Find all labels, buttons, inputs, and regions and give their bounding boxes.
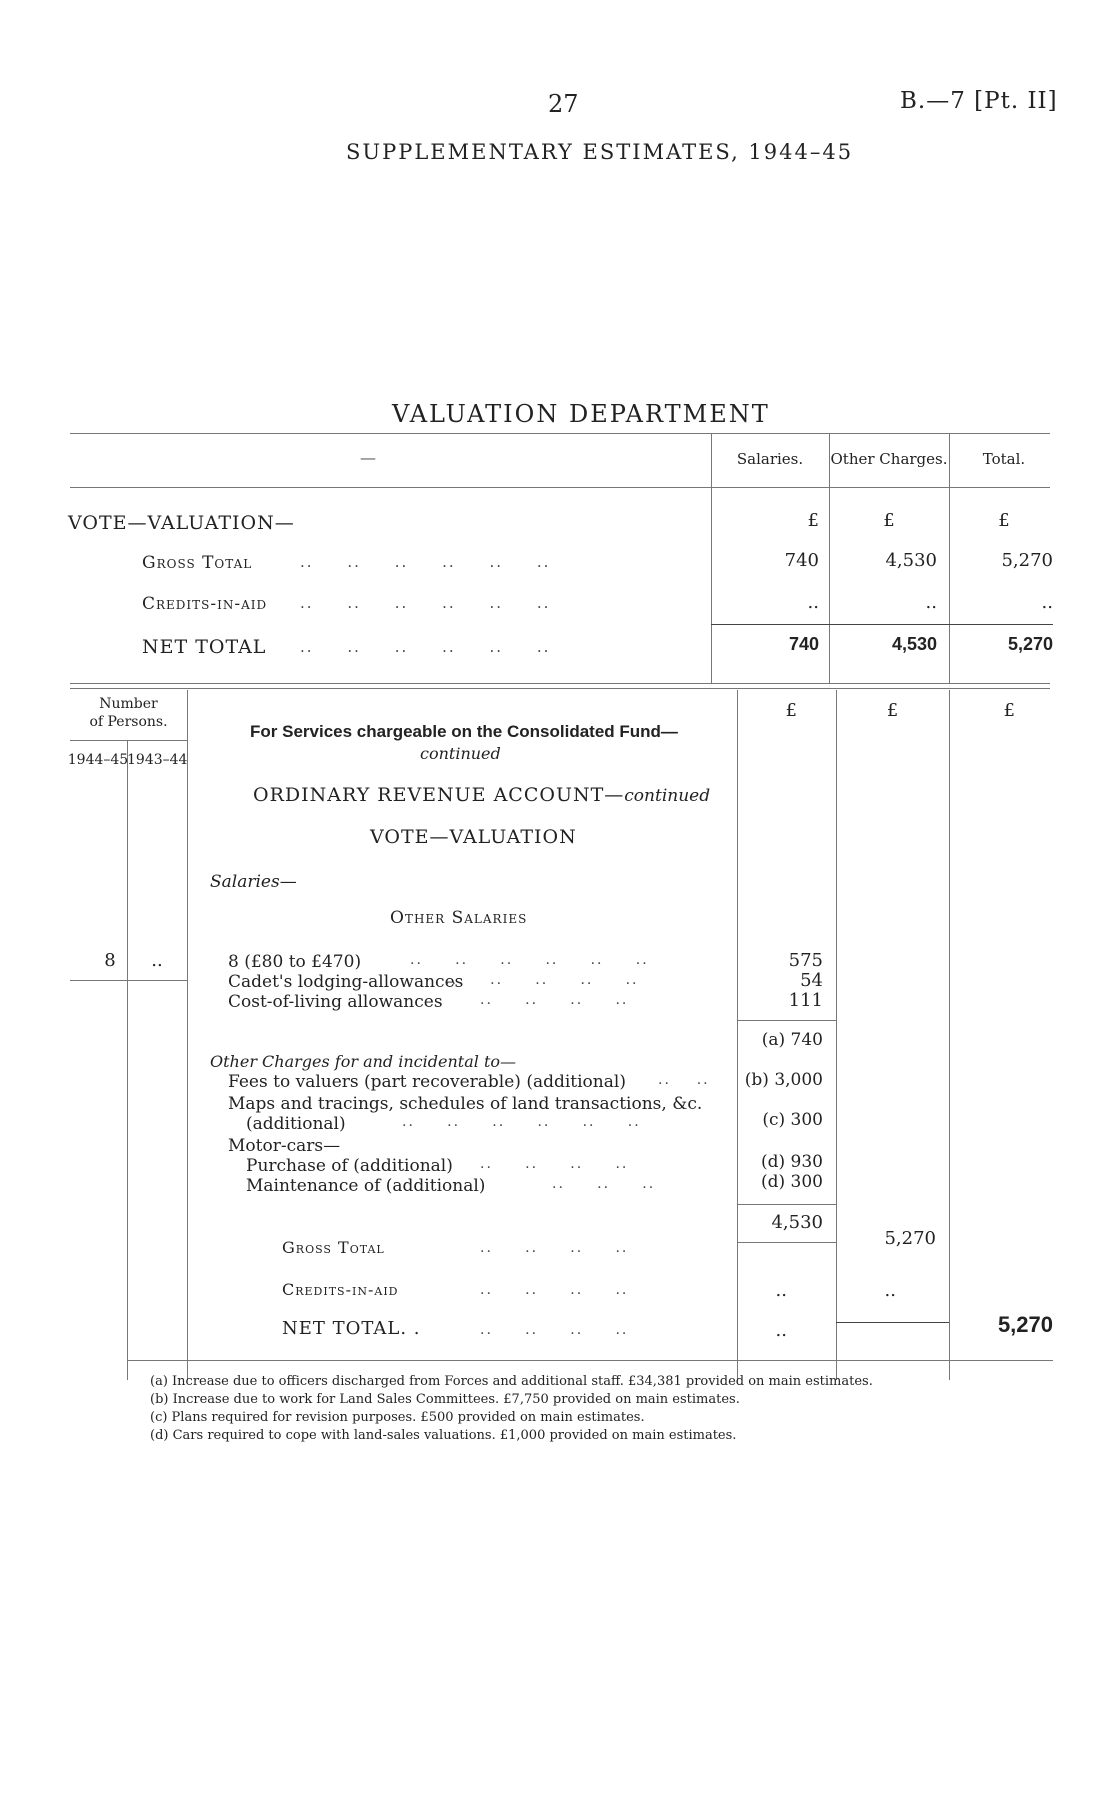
persons-1944-value: 8 (104, 950, 116, 971)
summary-currency-other: £ (883, 510, 895, 531)
summary-blank-header: — (360, 448, 376, 467)
summary-cell: .. (807, 592, 819, 613)
other-item-label: Purchase of (additional) (246, 1156, 453, 1176)
persons-year-1943: 1943–44 (127, 752, 188, 768)
other-item-amount: (b) 3,000 (744, 1070, 823, 1090)
persons-divider-1 (127, 740, 128, 1380)
detail-top-rule (70, 688, 1050, 689)
salary-item-amount: 111 (788, 990, 823, 1011)
summary-cell: 5,270 (1001, 550, 1053, 571)
leader-dots: .. .. .. .. .. .. (300, 638, 551, 656)
summary-net-rule (711, 624, 1053, 625)
detail-divider-3 (949, 690, 950, 1380)
footnote: (c) Plans required for revision purposes. £500 provided on main estimates. (150, 1410, 645, 1425)
salary-item-label: Cadet's lodging-allowances (228, 972, 464, 992)
other-subtotal-rule-bottom (737, 1242, 836, 1243)
salary-item-amount: 54 (800, 970, 823, 991)
leader-dots: .. .. .. .. (480, 1282, 629, 1298)
other-charges-heading: Other Charges for and incidental to— (210, 1052, 517, 1071)
column-header-total: Total. (982, 450, 1026, 468)
leader-dots: .. .. .. .. .. .. (300, 594, 551, 612)
net-total-salaries-value: .. (775, 1320, 787, 1341)
summary-row-label: Gross Total (142, 553, 253, 573)
column-header-other-charges: Other Charges. (830, 450, 948, 468)
other-subtotal-rule-top (737, 1204, 836, 1205)
summary-currency-total: £ (998, 510, 1010, 531)
other-item-amount: (c) 300 (762, 1110, 823, 1130)
summary-cell: 740 (784, 550, 819, 571)
detail-bottom-rule (127, 1360, 1053, 1361)
persons-header-rule (70, 740, 187, 741)
credits-label: Credits-in-aid (282, 1280, 399, 1299)
other-item-label: Maintenance of (additional) (246, 1176, 486, 1196)
other-salaries-heading: Other Salaries (390, 908, 528, 928)
persons-divider-2 (187, 690, 188, 1380)
persons-header-line1: Number (99, 696, 158, 712)
department-heading: VALUATION DEPARTMENT (392, 400, 770, 428)
other-item-label: Fees to valuers (part recoverable) (additional) (228, 1072, 626, 1092)
other-item-amount: (d) 930 (761, 1152, 823, 1172)
salaries-subtotal-rule (737, 1020, 836, 1021)
fund-continued: continued (420, 744, 501, 763)
account-heading-text: ORDINARY REVENUE ACCOUNT— (253, 784, 625, 806)
leader-dots: .. .. .. .. .. .. (300, 553, 551, 571)
gross-total-label: Gross Total (282, 1238, 385, 1257)
summary-row-label: Credits-in-aid (142, 594, 268, 614)
leader-dots: .. .. .. .. (480, 1156, 629, 1172)
summary-top-rule (70, 433, 1050, 434)
summary-header-rule (70, 487, 1050, 488)
other-item-label: Maps and tracings, schedules of land transactions, &c. (228, 1094, 703, 1114)
page-number: 27 (548, 90, 579, 118)
footnote: (d) Cars required to cope with land-sales valuations. £1,000 provided on main estimates. (150, 1428, 737, 1443)
salary-item-amount: 575 (788, 950, 823, 971)
leader-dots: .. .. .. (552, 1176, 656, 1192)
column-header-salaries: Salaries. (736, 450, 804, 468)
summary-currency-salaries: £ (807, 510, 819, 531)
persons-header-line2: of Persons. (89, 714, 168, 730)
leader-dots: .. .. .. .. .. (445, 972, 639, 988)
salaries-heading: Salaries— (210, 872, 297, 892)
summary-cell: .. (1041, 592, 1053, 613)
footnote: (b) Increase due to work for Land Sales Committees. £7,750 provided on main estimates. (150, 1392, 740, 1407)
detail-divider-2 (836, 690, 837, 1380)
summary-bottom-rule (70, 683, 1050, 684)
net-total-value: 5,270 (997, 1312, 1053, 1337)
leader-dots: .. .. .. .. .. .. (410, 952, 649, 968)
persons-row-rule (70, 980, 187, 981)
leader-dots: .. .. .. .. (480, 1322, 629, 1338)
credits-other-value: .. (884, 1280, 896, 1301)
summary-vote-label: VOTE—VALUATION— (68, 512, 295, 534)
credits-salaries-value: .. (775, 1280, 787, 1301)
footnote: (a) Increase due to officers discharged from Forces and additional staff. £34,381 provided on main estimates. (150, 1374, 873, 1389)
account-continued: continued (624, 786, 711, 806)
gross-total-value: 5,270 (884, 1228, 936, 1249)
account-heading (253, 784, 710, 806)
persons-year-1944: 1944–45 (67, 752, 129, 768)
leader-dots: .. .. .. .. .. .. (402, 1114, 641, 1130)
vote-heading: VOTE—VALUATION (370, 826, 577, 848)
leader-dots: .. .. .. .. (480, 1240, 629, 1256)
document-reference: B.—7 [Pt. II] (900, 88, 1058, 114)
persons-1943-value: .. (151, 950, 163, 971)
leader-dots: .. .. (658, 1072, 710, 1088)
detail-currency-salaries: £ (785, 700, 797, 721)
other-subtotal: 4,530 (771, 1212, 823, 1233)
summary-cell: 4,530 (891, 634, 937, 654)
other-item-label: Motor-cars— (228, 1136, 341, 1156)
leader-dots: .. .. .. .. (480, 992, 629, 1008)
other-item-amount: (d) 300 (761, 1172, 823, 1192)
net-total-rule (836, 1322, 949, 1323)
summary-cell: .. (925, 592, 937, 613)
salaries-subtotal: (a) 740 (761, 1030, 823, 1050)
summary-row-label: NET TOTAL (142, 636, 267, 658)
other-item-label-continued: (additional) (246, 1114, 346, 1134)
detail-currency-other: £ (886, 700, 899, 721)
net-total-label: NET TOTAL. . (282, 1318, 421, 1339)
summary-cell: 5,270 (1007, 634, 1053, 654)
salary-item-label: 8 (£80 to £470) (228, 952, 362, 972)
summary-cell: 740 (788, 634, 819, 654)
detail-currency-total: £ (1003, 700, 1015, 721)
summary-cell: 4,530 (885, 550, 937, 571)
page-title: SUPPLEMENTARY ESTIMATES, 1944–45 (346, 140, 854, 164)
salary-item-label: Cost-of-living allowances (228, 992, 443, 1012)
fund-heading: For Services chargeable on the Consolidated Fund— (250, 722, 678, 741)
